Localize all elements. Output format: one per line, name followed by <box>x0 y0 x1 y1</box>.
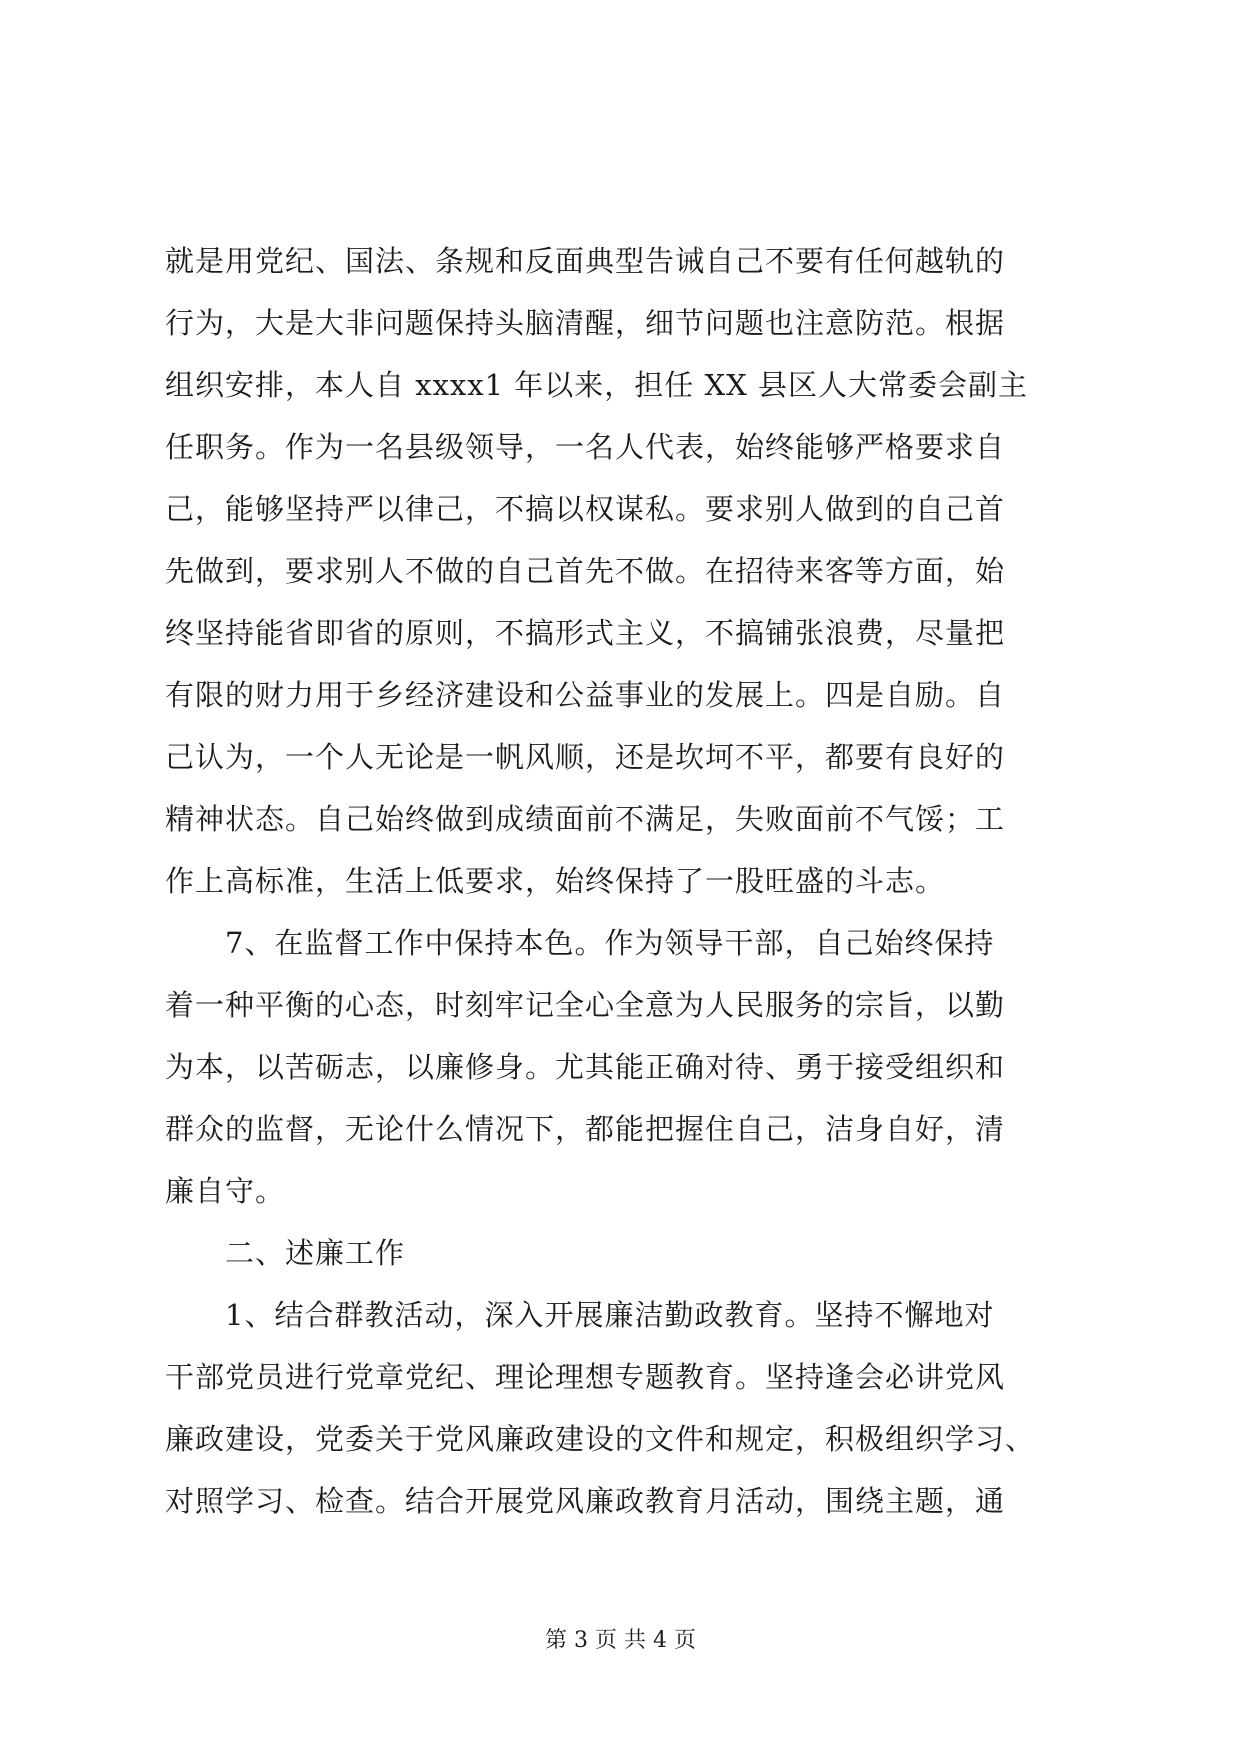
page-footer <box>0 1626 1241 1656</box>
paragraph-start-line: 7、在监督工作中保持本色。作为领导干部，自己始终保持 <box>165 926 995 960</box>
text-line: 群众的监督，无论什么情况下，都能把握住自己，洁身自好，清 <box>165 1112 1006 1146</box>
paragraph-start-line: 1、结合群教活动，深入开展廉洁勤政教育。坚持不懈地对 <box>165 1298 995 1332</box>
text-line: 己，能够坚持严以律己，不搞以权谋私。要求别人做到的自己首 <box>165 492 1006 526</box>
text-line: 廉政建设，党委关于党风廉政建设的文件和规定，积极组织学习、 <box>165 1422 1036 1456</box>
text-line: 廉自守。 <box>165 1174 286 1208</box>
text-line: 先做到，要求别人不做的自己首先不做。在招待来客等方面，始 <box>165 554 1006 588</box>
text-line: 对照学习、检查。结合开展党风廉政教育月活动，围绕主题，通 <box>165 1484 1006 1518</box>
text-line: 着一种平衡的心态，时刻牢记全心全意为人民服务的宗旨，以勤 <box>165 988 1006 1022</box>
text-line: 组织安排，本人自 xxxx1 年以来，担任 XX 县区人大常委会副主 <box>165 368 1029 402</box>
text-line: 任职务。作为一名县级领导，一名人代表，始终能够严格要求自 <box>165 430 1006 464</box>
text-line: 就是用党纪、国法、条规和反面典型告诫自己不要有任何越轨的 <box>165 244 1006 278</box>
text-line: 精神状态。自己始终做到成绩面前不满足，失败面前不气馁；工 <box>165 802 1006 836</box>
section-heading: 二、述廉工作 <box>165 1236 406 1270</box>
text-line: 有限的财力用于乡经济建设和公益事业的发展上。四是自励。自 <box>165 678 1006 712</box>
page-number-label: 第 3 页 共 4 页 <box>545 1628 696 1653</box>
text-line: 终坚持能省即省的原则，不搞形式主义，不搞铺张浪费，尽量把 <box>165 616 1006 650</box>
text-line: 为本，以苦砺志，以廉修身。尤其能正确对待、勇于接受组织和 <box>165 1050 1006 1084</box>
text-line: 己认为，一个人无论是一帆风顺，还是坎坷不平，都要有良好的 <box>165 740 1006 774</box>
text-line: 干部党员进行党章党纪、理论理想专题教育。坚持逢会必讲党风 <box>165 1360 1006 1394</box>
text-line: 作上高标准，生活上低要求，始终保持了一股旺盛的斗志。 <box>165 864 946 898</box>
document-body <box>165 230 1077 1532</box>
text-line: 行为，大是大非问题保持头脑清醒，细节问题也注意防范。根据 <box>165 306 1006 340</box>
